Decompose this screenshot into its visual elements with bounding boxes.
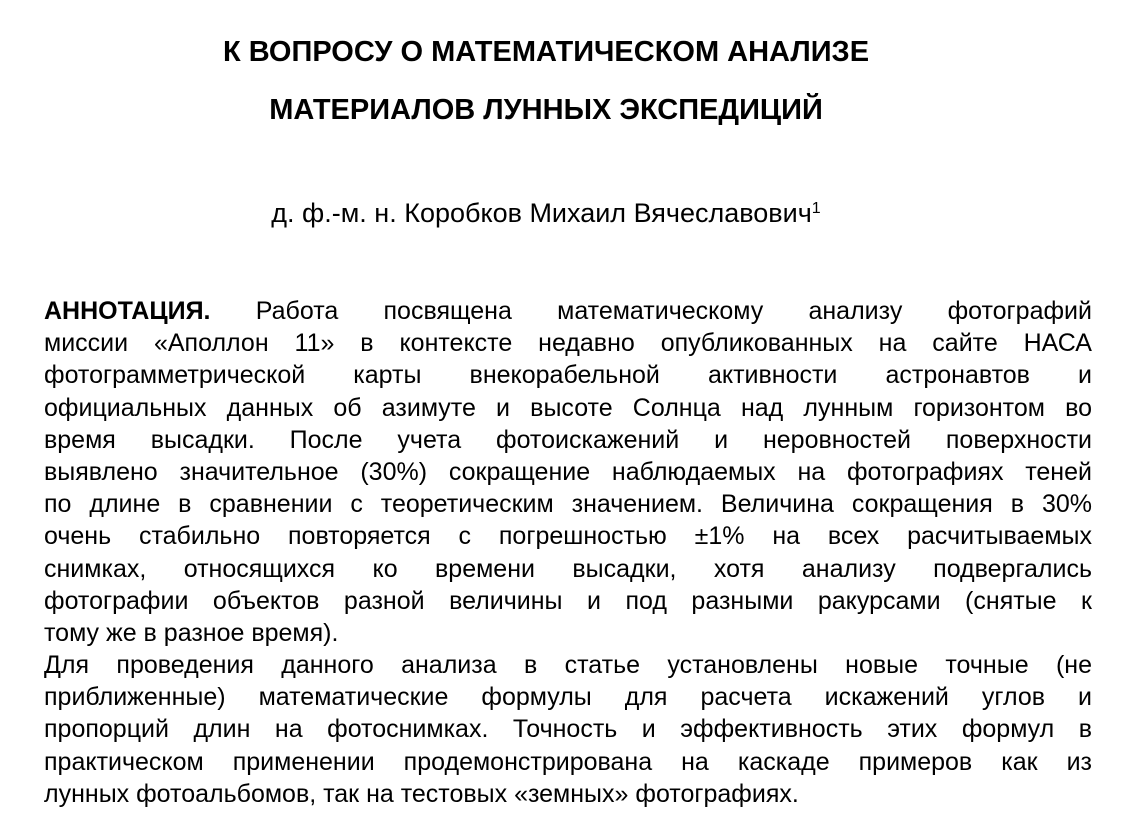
- abstract-line: лунных фотоальбомов, так на тестовых «земных» фотографиях.: [44, 779, 799, 808]
- abstract-line: фотографии объектов разной величины и под разными ракурсами (снятые к: [44, 586, 1092, 615]
- abstract-line: миссии «Аполлон 11» в контексте недавно опубликованных на сайте НАСА: [44, 329, 1092, 358]
- abstract-line: тому же в разное время).: [44, 618, 339, 647]
- abstract-line: приближенные) математические формулы для расчета искажений углов и: [44, 683, 1092, 712]
- abstract-line: практическом применении продемонстрирована на каскаде примеров как из: [44, 747, 1092, 776]
- abstract-line: пропорций длин на фотоснимках. Точность и эффективность этих формул в: [44, 715, 1092, 744]
- abstract-label: АННОТАЦИЯ.: [44, 297, 211, 325]
- abstract-line-text: Работа посвящена математическому анализу фотографий: [255, 297, 1092, 325]
- abstract-line: [44, 295, 1092, 327]
- abstract-line: выявлено значительное (30%) сокращение наблюдаемых на фотографиях теней: [44, 457, 1092, 486]
- abstract-line: фотограмметрической карты внекорабельной активности астронавтов и: [44, 361, 1092, 390]
- author-footnote-mark: 1: [811, 200, 821, 217]
- abstract-line: очень стабильно повторяется с погрешностью ±1% на всех расчитываемых: [44, 522, 1092, 551]
- abstract-line: снимках, относящихся ко времени высадки, хотя анализу подвергались: [44, 554, 1092, 583]
- author-line: [0, 196, 1092, 230]
- abstract-line: время высадки. После учета фотоискажений и неровностей поверхности: [44, 425, 1092, 454]
- abstract-line: по длине в сравнении с теоретическим значением. Величина сокращения в 30%: [44, 490, 1092, 519]
- abstract-line: официальных данных об азимуте и высоте Солнца над лунным горизонтом во: [44, 393, 1092, 422]
- abstract-line: Для проведения данного анализа в статье установлены новые точные (не: [44, 651, 1092, 680]
- abstract: [44, 295, 1092, 810]
- paper-title-line-1: К ВОПРОСУ О МАТЕМАТИЧЕСКОМ АНАЛИЗЕ: [222, 36, 870, 68]
- author-name: д. ф.-м. н. Коробков Михаил Вячеславович: [271, 198, 812, 228]
- paper-title-line-2: МАТЕРИАЛОВ ЛУННЫХ ЭКСПЕДИЦИЙ: [269, 94, 823, 126]
